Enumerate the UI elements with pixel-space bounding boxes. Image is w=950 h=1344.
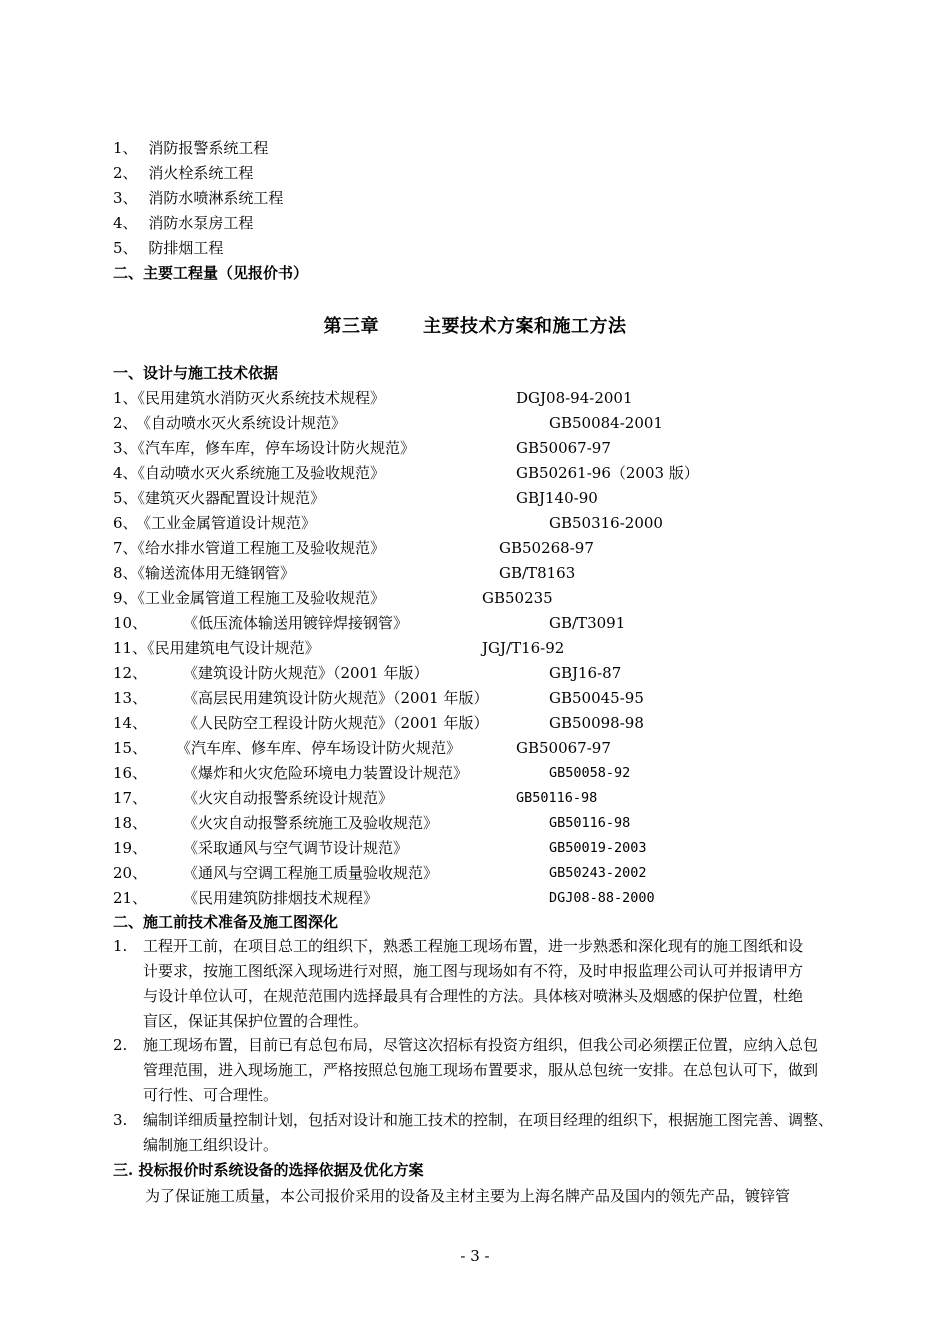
standard-code: GB50067-97 bbox=[516, 739, 611, 757]
standard-title: 《工业金属管道设计规范》 bbox=[143, 514, 317, 532]
standard-item bbox=[113, 813, 147, 833]
standard-title: 《输送流体用无缝钢管》 bbox=[137, 564, 296, 582]
standard-title: 《低压流体输送用镀锌焊接钢管》 bbox=[183, 614, 409, 632]
paragraph-number: 1. bbox=[113, 937, 128, 955]
standard-title: 《民用建筑电气设计规范》 bbox=[147, 639, 320, 657]
standard-title: 《爆炸和火灾危险环境电力装置设计规范》 bbox=[183, 764, 469, 782]
standard-title: 《通风与空调工程施工质量验收规范》 bbox=[183, 864, 439, 882]
item-number: 18、 bbox=[113, 814, 148, 832]
standard-title: 《高层民用建筑设计防火规范》（2001 年版） bbox=[183, 689, 489, 707]
item-number: 2、 bbox=[113, 414, 138, 432]
section-heading: 二、施工前技术准备及施工图深化 bbox=[113, 913, 339, 931]
item-number: 13、 bbox=[113, 689, 148, 707]
paragraph-line: 施工现场布置，目前已有总包布局，尽管这次招标有投资方组织，但我公司必须摆正位置，应纳入总包 bbox=[143, 1036, 819, 1054]
standard-item bbox=[113, 888, 147, 908]
item-text: 消防水泵房工程 bbox=[148, 214, 254, 232]
section-heading: 一、设计与施工技术依据 bbox=[113, 364, 279, 382]
section-heading: 三. 投标报价时系统设备的选择依据及优化方案 bbox=[113, 1161, 424, 1179]
standard-item bbox=[113, 438, 415, 458]
item-number: 3、 bbox=[113, 189, 138, 207]
paragraph bbox=[143, 934, 879, 1034]
standard-title: 《给水排水管道工程施工及验收规范》 bbox=[137, 539, 386, 557]
chapter-title bbox=[0, 312, 950, 338]
item-number: 4、 bbox=[113, 464, 138, 482]
item-number: 21、 bbox=[113, 889, 148, 907]
standard-title: 《采取通风与空气调节设计规范》 bbox=[183, 839, 409, 857]
paragraph bbox=[143, 1108, 879, 1158]
paragraph-number: 2. bbox=[113, 1036, 128, 1054]
standard-code: GB50116-98 bbox=[516, 790, 598, 806]
standard-item bbox=[113, 613, 147, 633]
chapter-label: 第三章 bbox=[323, 316, 379, 337]
scope-item bbox=[113, 188, 283, 208]
body-text: 为了保证施工质量，本公司报价采用的设备及主材主要为上海名牌产品及国内的领先产品，镀锌管 bbox=[145, 1187, 791, 1205]
standard-item bbox=[113, 563, 295, 583]
standard-title: 《火灾自动报警系统施工及验收规范》 bbox=[183, 814, 439, 832]
standard-item bbox=[113, 763, 147, 783]
standard-title: 《工业金属管道工程施工及验收规范》 bbox=[137, 589, 386, 607]
standard-code: GB50235 bbox=[482, 589, 553, 607]
standard-code: GB50019-2003 bbox=[549, 840, 647, 856]
item-number: 5、 bbox=[113, 489, 138, 507]
standard-item bbox=[113, 513, 316, 533]
scope-item bbox=[113, 213, 253, 233]
standard-item bbox=[113, 863, 147, 883]
item-number: 3、 bbox=[113, 439, 138, 457]
paragraph-line: 可行性、可合理性。 bbox=[143, 1086, 279, 1104]
item-number: 17、 bbox=[113, 789, 148, 807]
item-number: 8、 bbox=[113, 564, 138, 582]
item-number: 5、 bbox=[113, 239, 138, 257]
standard-code: GB50058-92 bbox=[549, 765, 631, 781]
standard-title: 《建筑设计防火规范》（2001 年版） bbox=[183, 664, 429, 682]
standard-code: JGJ/T16-92 bbox=[482, 639, 565, 657]
paragraph-line: 编制施工组织设计。 bbox=[143, 1136, 279, 1154]
page-number: - 3 - bbox=[460, 1247, 490, 1265]
standard-code: GBJ16-87 bbox=[549, 664, 622, 682]
standard-code: DGJ08-88-2000 bbox=[549, 890, 655, 906]
item-number: 1、 bbox=[113, 389, 138, 407]
standard-title: 《火灾自动报警系统设计规范》 bbox=[183, 789, 394, 807]
paragraph-line: 盲区，保证其保护位置的合理性。 bbox=[143, 1012, 369, 1030]
standard-title: 《自动喷水灭火系统设计规范》 bbox=[143, 414, 347, 432]
standard-item bbox=[113, 738, 147, 758]
section-heading: 二、主要工程量（见报价书） bbox=[113, 264, 309, 282]
standard-item bbox=[113, 488, 325, 508]
standard-item bbox=[113, 538, 385, 558]
chapter-name: 主要技术方案和施工方法 bbox=[423, 316, 627, 337]
paragraph-line: 计要求，按施工图纸深入现场进行对照，施工图与现场如有不符，及时申报监理公司认可并报请甲方 bbox=[143, 962, 804, 980]
standard-code: GB50084-2001 bbox=[549, 414, 663, 432]
item-number: 11、 bbox=[113, 639, 148, 657]
item-number: 15、 bbox=[113, 739, 148, 757]
standard-code: GB/T8163 bbox=[499, 564, 576, 582]
item-number: 4、 bbox=[113, 214, 138, 232]
standard-item bbox=[113, 663, 147, 683]
standard-code: GB50098-98 bbox=[549, 714, 644, 732]
paragraph-line: 工程开工前，在项目总工的组织下，熟悉工程施工现场布置，进一步熟悉和深化现有的施工图纸和设 bbox=[143, 937, 804, 955]
item-number: 12、 bbox=[113, 664, 148, 682]
standard-title: 《自动喷水灭火系统施工及验收规范》 bbox=[137, 464, 386, 482]
item-number: 1、 bbox=[113, 139, 138, 157]
item-text: 消火栓系统工程 bbox=[148, 164, 254, 182]
standard-item bbox=[113, 638, 320, 658]
item-number: 2、 bbox=[113, 164, 138, 182]
scope-item bbox=[113, 238, 223, 258]
scope-item bbox=[113, 138, 268, 158]
standard-item bbox=[113, 588, 385, 608]
paragraph-line: 编制详细质量控制计划，包括对设计和施工技术的控制，在项目经理的组织下，根据施工图完善、调整、 bbox=[143, 1111, 834, 1129]
item-number: 9、 bbox=[113, 589, 138, 607]
standard-code: GBJ140-90 bbox=[516, 489, 598, 507]
standard-title: 《人民防空工程设计防火规范》（2001 年版） bbox=[183, 714, 489, 732]
item-number: 16、 bbox=[113, 764, 148, 782]
item-text: 消防报警系统工程 bbox=[148, 139, 269, 157]
standard-code: GB50045-95 bbox=[549, 689, 644, 707]
standard-item bbox=[113, 838, 147, 858]
paragraph-line: 与设计单位认可，在规范范围内选择最具有合理性的方法。具体核对喷淋头及烟感的保护位置，杜绝 bbox=[143, 987, 804, 1005]
standard-code: GB50243-2002 bbox=[549, 865, 647, 881]
standard-code: GB/T3091 bbox=[549, 614, 626, 632]
standard-title: 《汽车库、修车库、停车场设计防火规范》 bbox=[176, 739, 462, 757]
standard-item bbox=[113, 788, 147, 808]
item-number: 7、 bbox=[113, 539, 138, 557]
standard-item bbox=[113, 413, 346, 433]
item-text: 消防水喷淋系统工程 bbox=[148, 189, 284, 207]
standard-item bbox=[113, 688, 147, 708]
standard-code: DGJ08-94-2001 bbox=[516, 389, 633, 407]
standard-code: GB50261-96（2003 版） bbox=[516, 464, 699, 482]
paragraph-line: 管理范围，进入现场施工，严格按照总包施工现场布置要求，服从总包统一安排。在总包认可下，做到 bbox=[143, 1061, 819, 1079]
standard-code: GB50268-97 bbox=[499, 539, 594, 557]
standard-item bbox=[113, 463, 385, 483]
item-number: 6、 bbox=[113, 514, 138, 532]
item-number: 10、 bbox=[113, 614, 148, 632]
item-number: 14、 bbox=[113, 714, 148, 732]
standard-code: GB50316-2000 bbox=[549, 514, 663, 532]
paragraph bbox=[143, 1033, 879, 1108]
standard-item bbox=[113, 388, 385, 408]
item-text: 防排烟工程 bbox=[148, 239, 224, 257]
standard-title: 《民用建筑防排烟技术规程》 bbox=[183, 889, 379, 907]
item-number: 19、 bbox=[113, 839, 148, 857]
standard-code: GB50116-98 bbox=[549, 815, 631, 831]
standard-title: 《汽车库，修车库，停车场设计防火规范》 bbox=[137, 439, 416, 457]
item-number: 20、 bbox=[113, 864, 148, 882]
standard-title: 《建筑灭火器配置设计规范》 bbox=[137, 489, 326, 507]
standard-title: 《民用建筑水消防灭火系统技术规程》 bbox=[137, 389, 386, 407]
paragraph-number: 3. bbox=[113, 1111, 128, 1129]
standard-code: GB50067-97 bbox=[516, 439, 611, 457]
scope-item bbox=[113, 163, 253, 183]
standard-item bbox=[113, 713, 147, 733]
